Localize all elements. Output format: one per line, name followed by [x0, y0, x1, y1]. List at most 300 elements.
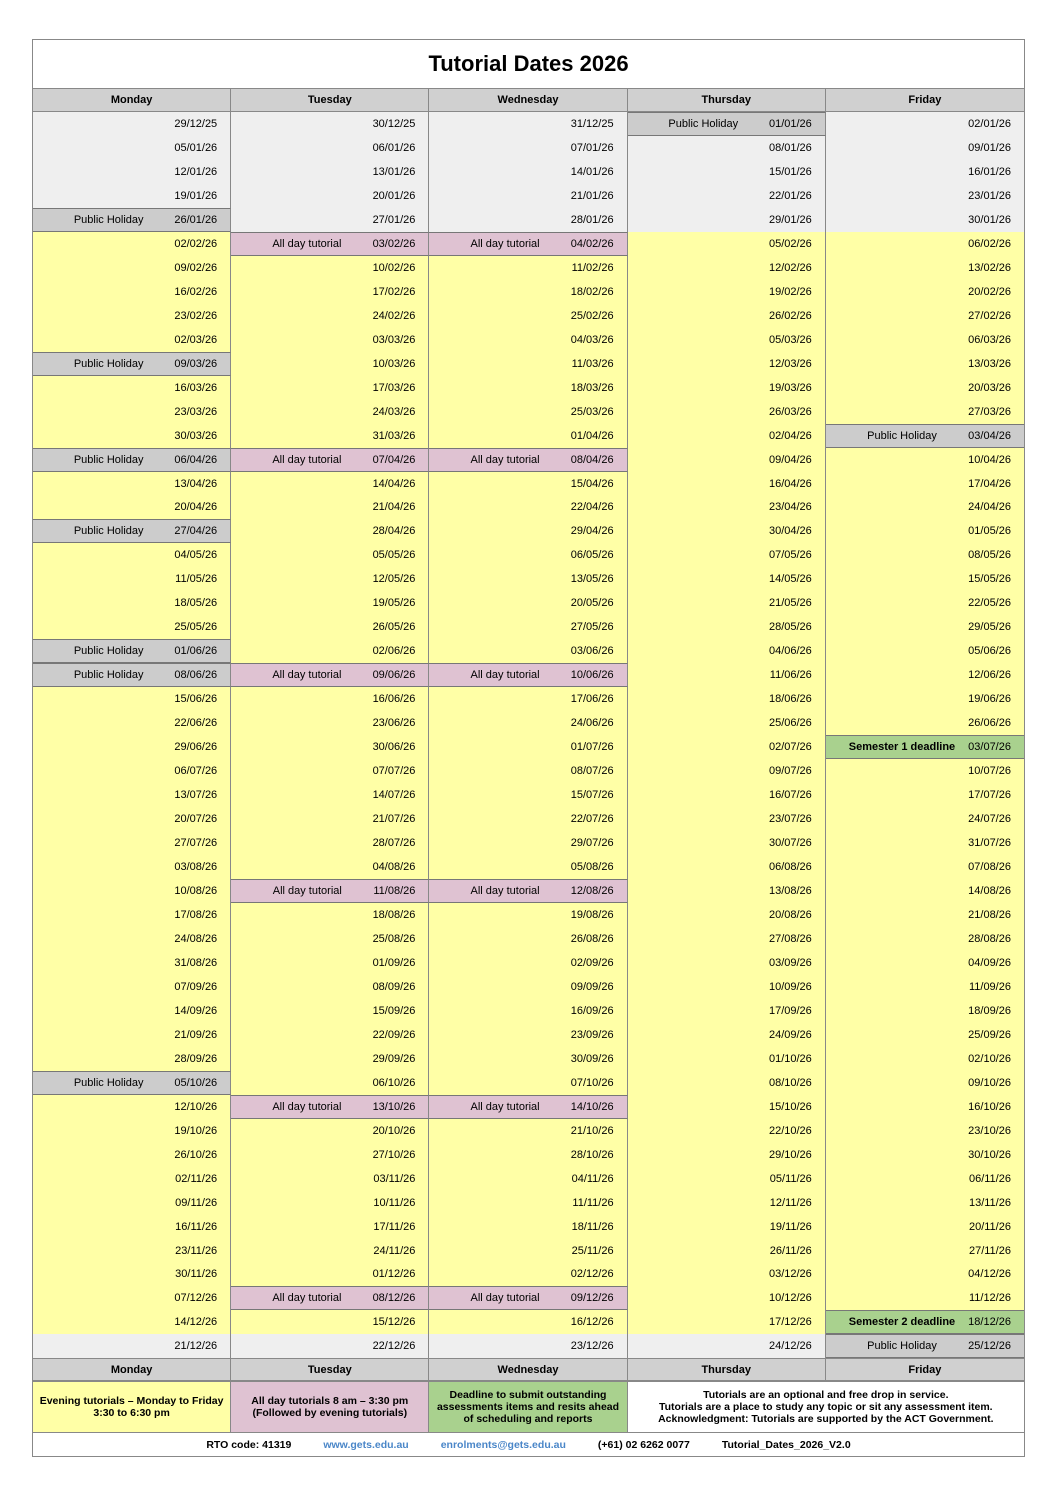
cell-date: 01/01/26: [768, 117, 812, 130]
date-cell-wednesday: [429, 328, 627, 352]
date-cell-wednesday: [429, 783, 627, 807]
cell-date: 13/03/26: [968, 357, 1011, 370]
cell-date: 08/09/26: [372, 980, 416, 993]
date-cell-thursday: [628, 1310, 826, 1334]
cell-date: 03/08/26: [174, 861, 218, 874]
cell-date: 21/12/26: [174, 1340, 218, 1353]
cell-label: Public Holiday: [668, 117, 739, 130]
cell-label: Public Holiday: [73, 357, 144, 370]
cell-date: 06/01/26: [372, 141, 416, 154]
cell-date: 15/12/26: [372, 1316, 416, 1329]
cell-date: 28/07/26: [372, 837, 416, 850]
date-cell-tuesday: [231, 256, 429, 280]
cell-date: 25/06/26: [768, 717, 812, 730]
cell-date: 04/11/26: [571, 1172, 614, 1185]
date-cell-wednesday: [429, 160, 627, 184]
cell-date: 10/08/26: [174, 884, 218, 897]
date-cell-tuesday: [231, 783, 429, 807]
cell-date: 11/08/26: [373, 884, 416, 897]
date-cell-thursday: [628, 256, 826, 280]
cell-date: 05/02/26: [768, 237, 812, 250]
cell-date: 29/04/26: [570, 525, 614, 538]
date-cell-tuesday: [231, 831, 429, 855]
cell-date: 17/12/26: [768, 1316, 812, 1329]
date-cell-tuesday: [231, 927, 429, 951]
date-cell-tuesday: [231, 663, 429, 687]
date-cell-friday: [826, 160, 1024, 184]
date-cell-tuesday: [231, 1023, 429, 1047]
date-cell-thursday: [628, 280, 826, 304]
cell-date: 11/06/26: [769, 669, 812, 682]
date-cell-monday: [33, 855, 231, 879]
cell-date: 30/10/26: [968, 1148, 1011, 1161]
date-cell-wednesday: [429, 448, 627, 472]
cell-label: Public Holiday: [73, 1076, 144, 1089]
date-cell-monday: [33, 663, 231, 687]
date-cell-tuesday: [231, 903, 429, 927]
date-cell-tuesday: [231, 1119, 429, 1143]
date-cell-thursday: [628, 1143, 826, 1167]
date-cell-wednesday: [429, 615, 627, 639]
date-cell-monday: [33, 879, 231, 903]
date-cell-friday: [826, 232, 1024, 256]
date-cell-wednesday: [429, 112, 627, 136]
cell-date: 22/07/26: [570, 813, 614, 826]
email-link[interactable]: enrolments@gets.edu.au: [440, 1438, 566, 1451]
date-cell-thursday: [628, 472, 826, 496]
cell-date: 27/05/26: [570, 621, 614, 634]
cell-date: 19/05/26: [372, 597, 416, 610]
date-cell-wednesday: [429, 424, 627, 448]
date-cell-monday: [33, 567, 231, 591]
date-cell-tuesday: [231, 1286, 429, 1310]
cell-date: 13/05/26: [570, 573, 614, 586]
date-cell-wednesday: [429, 376, 627, 400]
date-cell-friday: [826, 1215, 1024, 1239]
cell-date: 11/03/26: [571, 357, 614, 370]
date-cell-wednesday: [429, 232, 627, 256]
date-cell-tuesday: [231, 1239, 429, 1263]
cell-date: 23/04/26: [768, 501, 812, 514]
date-cell-wednesday: [429, 496, 627, 520]
cell-date: 05/11/26: [769, 1172, 812, 1185]
cell-date: 17/11/26: [373, 1220, 416, 1233]
cell-date: 10/03/26: [372, 357, 416, 370]
date-cell-tuesday: [231, 376, 429, 400]
date-cell-thursday: [628, 999, 826, 1023]
date-cell-tuesday: [231, 687, 429, 711]
date-cell-monday: [33, 1215, 231, 1239]
cell-date: 28/05/26: [768, 621, 812, 634]
date-cell-monday: [33, 1286, 231, 1310]
date-cell-monday: [33, 999, 231, 1023]
date-cell-friday: [826, 663, 1024, 687]
date-cell-tuesday: [231, 1191, 429, 1215]
cell-date: 06/05/26: [570, 549, 614, 562]
date-cell-friday: [826, 687, 1024, 711]
date-cell-monday: [33, 1119, 231, 1143]
cell-date: 11/12/26: [968, 1292, 1011, 1305]
cell-date: 18/11/26: [571, 1220, 614, 1233]
website-link[interactable]: www.gets.edu.au: [323, 1438, 409, 1451]
date-cell-friday: [826, 472, 1024, 496]
date-cell-thursday: [628, 328, 826, 352]
date-cell-tuesday: [231, 448, 429, 472]
cell-date: 24/11/26: [373, 1244, 416, 1257]
cell-date: 23/07/26: [768, 813, 812, 826]
date-cell-tuesday: [231, 879, 429, 903]
cell-date: 31/03/26: [372, 429, 416, 442]
cell-date: 23/12/26: [570, 1340, 614, 1353]
date-cell-friday: [826, 543, 1024, 567]
date-cell-wednesday: [429, 663, 627, 687]
date-cell-thursday: [628, 975, 826, 999]
date-cell-tuesday: [231, 1143, 429, 1167]
cell-date: 12/01/26: [174, 165, 218, 178]
cell-label: Public Holiday: [867, 1340, 937, 1353]
date-cell-thursday: [628, 1263, 826, 1287]
date-cell-wednesday: [429, 1310, 627, 1334]
date-cell-monday: [33, 304, 231, 328]
date-cell-friday: [826, 424, 1024, 448]
footer-friday: Friday: [826, 1358, 1024, 1381]
date-cell-tuesday: [231, 424, 429, 448]
date-cell-wednesday: [429, 639, 627, 663]
date-cell-monday: [33, 1023, 231, 1047]
cell-label: All day tutorial: [470, 884, 540, 897]
date-cell-friday: [826, 136, 1024, 160]
cell-date: 20/08/26: [768, 908, 812, 921]
cell-date: 05/08/26: [570, 861, 614, 874]
footer-monday: Monday: [33, 1358, 231, 1381]
cell-date: 12/03/26: [768, 357, 812, 370]
date-cell-wednesday: [429, 567, 627, 591]
cell-date: 20/03/26: [968, 381, 1011, 394]
cell-label: All day tutorial: [470, 669, 540, 682]
cell-date: 16/12/26: [570, 1316, 614, 1329]
cell-date: 15/07/26: [570, 789, 614, 802]
cell-date: 17/07/26: [968, 789, 1011, 802]
date-cell-friday: [826, 1143, 1024, 1167]
date-cell-friday: [826, 1119, 1024, 1143]
cell-date: 13/10/26: [372, 1100, 416, 1113]
cell-label: All day tutorial: [470, 1292, 540, 1305]
date-cell-monday: [33, 352, 231, 376]
date-cell-tuesday: [231, 1310, 429, 1334]
cell-date: 27/11/26: [968, 1244, 1011, 1257]
date-cell-friday: [826, 1095, 1024, 1119]
cell-date: 03/11/26: [373, 1172, 416, 1185]
date-cell-friday: [826, 567, 1024, 591]
cell-date: 16/10/26: [968, 1100, 1011, 1113]
cell-date: 13/11/26: [968, 1196, 1011, 1209]
cell-date: 11/02/26: [571, 261, 614, 274]
date-cell-thursday: [628, 783, 826, 807]
cell-date: 23/01/26: [968, 189, 1011, 202]
cell-date: 07/09/26: [174, 980, 218, 993]
date-cell-thursday: [628, 232, 826, 256]
cell-date: 06/03/26: [968, 333, 1011, 346]
date-cell-wednesday: [429, 1047, 627, 1071]
date-cell-monday: [33, 927, 231, 951]
cell-label: All day tutorial: [272, 884, 342, 897]
cell-date: 26/11/26: [769, 1244, 812, 1257]
date-cell-friday: [826, 879, 1024, 903]
date-cell-friday: [826, 352, 1024, 376]
cell-date: 19/03/26: [768, 381, 812, 394]
date-cell-monday: [33, 1167, 231, 1191]
cell-label: All day tutorial: [470, 453, 540, 466]
cell-date: 09/06/26: [372, 669, 416, 682]
cell-date: 22/05/26: [968, 597, 1011, 610]
cell-date: 14/01/26: [570, 165, 614, 178]
cell-date: 21/04/26: [372, 501, 416, 514]
cell-date: 15/06/26: [174, 693, 218, 706]
cell-date: 28/04/26: [372, 525, 416, 538]
legend: [33, 1381, 1024, 1433]
cell-date: 02/10/26: [968, 1052, 1011, 1065]
date-cell-monday: [33, 807, 231, 831]
cell-date: 17/09/26: [768, 1004, 812, 1017]
cell-date: 10/04/26: [968, 453, 1011, 466]
date-cell-thursday: [628, 1334, 826, 1358]
cell-date: 22/12/26: [372, 1340, 416, 1353]
date-cell-friday: [826, 1191, 1024, 1215]
date-cell-tuesday: [231, 1263, 429, 1287]
date-cell-monday: [33, 472, 231, 496]
legend-evening-tutorials: Evening tutorials – Monday to Friday 3:30 to 6:30 pm: [33, 1382, 231, 1432]
cell-date: 14/08/26: [968, 884, 1011, 897]
cell-date: 10/06/26: [570, 669, 614, 682]
cell-date: 09/02/26: [174, 261, 218, 274]
date-cell-thursday: [628, 208, 826, 232]
cell-date: 06/08/26: [768, 861, 812, 874]
date-cell-wednesday: [429, 999, 627, 1023]
cell-label: All day tutorial: [272, 237, 342, 250]
date-cell-friday: [826, 1071, 1024, 1095]
cell-date: 03/09/26: [768, 956, 812, 969]
date-cell-monday: [33, 184, 231, 208]
date-cell-monday: [33, 1047, 231, 1071]
date-cell-monday: [33, 1310, 231, 1334]
cell-date: 27/01/26: [372, 213, 416, 226]
date-cell-friday: [826, 376, 1024, 400]
cell-date: 10/12/26: [768, 1292, 812, 1305]
cell-date: 24/04/26: [968, 501, 1011, 514]
date-cell-friday: [826, 759, 1024, 783]
cell-date: 03/03/26: [372, 333, 416, 346]
cell-date: 27/10/26: [372, 1148, 416, 1161]
contact-bar: [33, 1433, 1024, 1456]
date-cell-monday: [33, 975, 231, 999]
date-cell-wednesday: [429, 1023, 627, 1047]
date-cell-wednesday: [429, 519, 627, 543]
cell-date: 18/05/26: [174, 597, 218, 610]
date-cell-tuesday: [231, 975, 429, 999]
date-cell-wednesday: [429, 855, 627, 879]
cell-label: All day tutorial: [272, 453, 342, 466]
cell-date: 02/02/26: [174, 237, 218, 250]
date-cell-wednesday: [429, 1143, 627, 1167]
cell-date: 10/07/26: [968, 765, 1011, 778]
day-header-row: [33, 89, 1024, 112]
cell-date: 10/02/26: [372, 261, 416, 274]
date-cell-tuesday: [231, 160, 429, 184]
cell-date: 31/07/26: [968, 837, 1011, 850]
cell-date: 29/06/26: [174, 741, 218, 754]
date-cell-friday: [826, 831, 1024, 855]
date-cell-friday: [826, 1239, 1024, 1263]
cell-date: 28/10/26: [570, 1148, 614, 1161]
legend-deadline: Deadline to submit outstanding assessments items and resits ahead of scheduling and reports: [429, 1382, 627, 1432]
cell-date: 19/01/26: [174, 189, 218, 202]
cell-date: 16/04/26: [768, 477, 812, 490]
cell-date: 24/07/26: [968, 813, 1011, 826]
date-cell-wednesday: [429, 831, 627, 855]
calendar-sheet: [32, 39, 1025, 1457]
cell-date: 01/10/26: [768, 1052, 812, 1065]
date-cell-friday: [826, 1286, 1024, 1310]
cell-date: 09/04/26: [768, 453, 812, 466]
cell-date: 21/05/26: [768, 597, 812, 610]
date-cell-monday: [33, 783, 231, 807]
cell-date: 02/03/26: [174, 333, 218, 346]
date-cell-friday: [826, 855, 1024, 879]
date-cell-wednesday: [429, 927, 627, 951]
cell-date: 30/01/26: [968, 213, 1011, 226]
cell-date: 25/03/26: [570, 405, 614, 418]
date-cell-friday: [826, 783, 1024, 807]
date-cell-monday: [33, 328, 231, 352]
cell-date: 31/08/26: [174, 956, 218, 969]
cell-date: 02/09/26: [570, 956, 614, 969]
cell-date: 10/11/26: [373, 1196, 416, 1209]
cell-date: 04/03/26: [570, 333, 614, 346]
date-cell-wednesday: [429, 472, 627, 496]
date-cell-wednesday: [429, 304, 627, 328]
cell-label: All day tutorial: [272, 1100, 342, 1113]
cell-date: 12/02/26: [768, 261, 812, 274]
date-cell-thursday: [628, 567, 826, 591]
cell-date: 29/12/25: [174, 117, 218, 130]
date-cell-friday: [826, 735, 1024, 759]
cell-date: 13/04/26: [174, 477, 218, 490]
date-cell-wednesday: [429, 1095, 627, 1119]
cell-date: 22/04/26: [570, 501, 614, 514]
cell-date: 01/12/26: [372, 1268, 416, 1281]
date-cell-monday: [33, 735, 231, 759]
cell-date: 11/05/26: [175, 573, 218, 586]
cell-date: 14/05/26: [768, 573, 812, 586]
date-cell-tuesday: [231, 328, 429, 352]
date-cell-monday: [33, 615, 231, 639]
cell-label: Public Holiday: [73, 645, 144, 658]
cell-date: 15/05/26: [968, 573, 1011, 586]
cell-date: 20/05/26: [570, 597, 614, 610]
cell-date: 03/12/26: [768, 1268, 812, 1281]
footer-tuesday: Tuesday: [231, 1358, 429, 1381]
legend-all-day-tutorials: All day tutorials 8 am – 3:30 pm (Followed by evening tutorials): [231, 1382, 429, 1432]
cell-date: 13/07/26: [174, 789, 218, 802]
date-cell-wednesday: [429, 352, 627, 376]
cell-date: 24/02/26: [372, 309, 416, 322]
date-cell-monday: [33, 831, 231, 855]
date-cell-friday: [826, 807, 1024, 831]
cell-label: Public Holiday: [867, 429, 937, 442]
date-cell-tuesday: [231, 1047, 429, 1071]
date-cell-wednesday: [429, 591, 627, 615]
date-cell-monday: [33, 280, 231, 304]
date-cell-thursday: [628, 448, 826, 472]
cell-date: 31/12/25: [570, 117, 614, 130]
date-cell-tuesday: [231, 951, 429, 975]
cell-date: 12/05/26: [372, 573, 416, 586]
date-cell-tuesday: [231, 232, 429, 256]
cell-date: 18/03/26: [570, 381, 614, 394]
date-cell-thursday: [628, 1071, 826, 1095]
date-cell-thursday: [628, 591, 826, 615]
cell-date: 01/05/26: [968, 525, 1011, 538]
cell-date: 23/06/26: [372, 717, 416, 730]
date-cell-wednesday: [429, 1215, 627, 1239]
date-cell-wednesday: [429, 1239, 627, 1263]
cell-date: 20/10/26: [372, 1124, 416, 1137]
date-cell-thursday: [628, 1119, 826, 1143]
date-cell-thursday: [628, 112, 826, 136]
date-cell-thursday: [628, 711, 826, 735]
cell-date: 25/11/26: [571, 1244, 614, 1257]
date-cell-monday: [33, 448, 231, 472]
cell-label: All day tutorial: [470, 1100, 540, 1113]
cell-date: 13/08/26: [768, 884, 812, 897]
date-cell-friday: [826, 448, 1024, 472]
cell-date: 16/02/26: [174, 285, 218, 298]
cell-date: 28/08/26: [968, 932, 1011, 945]
cell-date: 27/08/26: [768, 932, 812, 945]
cell-date: 16/11/26: [175, 1220, 218, 1233]
cell-date: 06/10/26: [372, 1076, 416, 1089]
cell-date: 15/10/26: [768, 1100, 812, 1113]
cell-date: 08/07/26: [570, 765, 614, 778]
date-cell-friday: [826, 1023, 1024, 1047]
header-friday: Friday: [826, 89, 1024, 112]
legend-info: Tutorials are an optional and free drop in service. Tutorials are a place to study any topic or sit any assessment item. Acknowledgment: Tutorials are supported by the ACT Government.: [628, 1382, 1024, 1432]
date-cell-thursday: [628, 927, 826, 951]
cell-date: 12/08/26: [570, 884, 614, 897]
date-cell-tuesday: [231, 1167, 429, 1191]
cell-date: 17/04/26: [968, 477, 1011, 490]
date-cell-wednesday: [429, 1119, 627, 1143]
date-grid: [33, 112, 1024, 1358]
date-cell-tuesday: [231, 591, 429, 615]
date-cell-friday: [826, 1310, 1024, 1334]
cell-date: 12/11/26: [769, 1196, 812, 1209]
date-cell-monday: [33, 1334, 231, 1358]
cell-date: 17/06/26: [570, 693, 614, 706]
date-cell-wednesday: [429, 711, 627, 735]
cell-date: 02/12/26: [570, 1268, 614, 1281]
cell-date: 04/06/26: [768, 645, 812, 658]
date-cell-friday: [826, 1263, 1024, 1287]
cell-label: All day tutorial: [470, 237, 540, 250]
cell-label: Public Holiday: [73, 525, 144, 538]
cell-label: All day tutorial: [272, 669, 342, 682]
cell-date: 30/11/26: [175, 1268, 218, 1281]
cell-date: 07/04/26: [372, 453, 416, 466]
date-cell-monday: [33, 376, 231, 400]
date-cell-monday: [33, 1143, 231, 1167]
date-cell-friday: [826, 1167, 1024, 1191]
